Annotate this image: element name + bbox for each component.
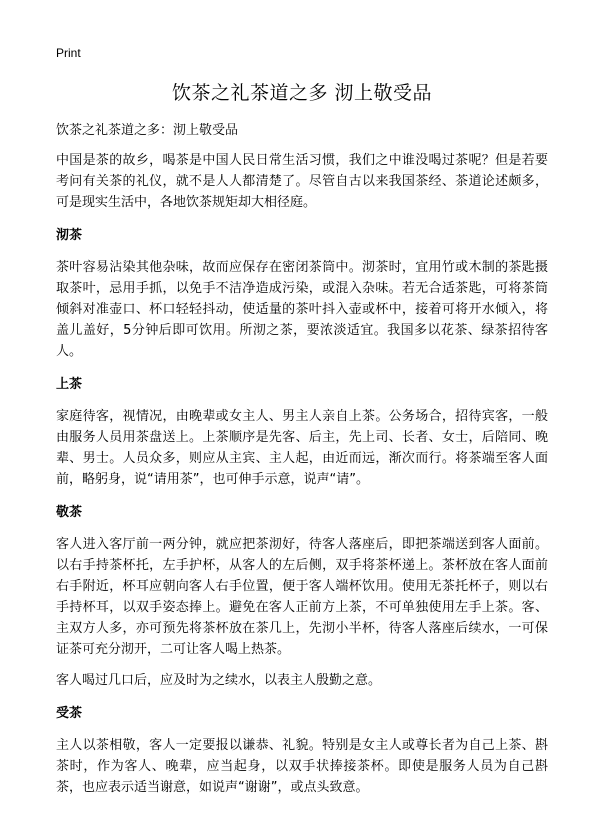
section-heading-offering: 敬茶 <box>56 505 83 520</box>
article-title: 饮茶之礼茶道之多 沏上敬受品 <box>171 82 433 104</box>
section-paragraph-offering-2: 客人喝过几口后，应及时为之续水，以表主人殷勤之意。 <box>56 673 382 688</box>
section-heading-serving: 上茶 <box>56 377 83 392</box>
article-body <box>56 120 548 808</box>
intro-paragraph: 中国是茶的故乡，喝茶是中国人民日常生活习惯，我们之中谁没喝过茶呢？但是若要考问有关茶的礼仪，就不是人人都清楚了。尽管自古以来我国茶经、茶道论述颇多，可是现实生活中，各地饮茶规矩却大相径庭。 <box>56 153 548 210</box>
print-link[interactable]: Print <box>56 46 81 60</box>
section-heading-receiving: 受茶 <box>56 706 83 721</box>
section-paragraph-brewing: 茶叶容易沾染其他杂味，故而应保存在密闭茶筒中。沏茶时，宜用竹或木制的茶匙摄取茶叶，忌用手抓，以免手不洁净造成污染，或混入杂味。若无合适茶匙，可将茶筒倾斜对准壶口、杯口轻轻抖动，使适量的茶叶抖入壶或杯中，接着可将开水倾入，将盖儿盖好，5分钟后即可饮用。所沏之茶，要浓淡适宜。我国多以花茶、绿茶招待客人。 <box>56 260 548 359</box>
section-paragraph-receiving: 主人以茶相敬，客人一定要报以谦恭、礼貌。特别是女主人或尊长者为自己上茶、斟茶时，作为客人、晚辈，应当起身，以双手状捧接茶杯。即使是服务人员为自己斟茶，也应表示适当谢意，如说声“谢谢”，或点头致意。 <box>56 738 548 795</box>
section-paragraph-serving: 家庭待客，视情况，由晚辈或女主人、男主人亲自上茶。公务场合，招待宾客，一般由服务人员用茶盘送上。上茶顺序是先客、后主，先上司、长者、女士，后陪同、晚辈、男士。人员众多，则应从主宾、主人起，由近而远，渐次而行。将茶端至客人面前，略躬身，说“请用茶”，也可伸手示意，说声“请”。 <box>56 409 548 487</box>
section-paragraph-offering-1: 客人进入客厅前一两分钟，就应把茶沏好，待客人落座后，即把茶端送到客人面前。以右手持茶杯托，左手护杯，从客人的左后侧，双手将茶杯递上。茶杯放在客人面前右手附近，杯耳应朝向客人右手位置，便于客人端杯饮用。使用无茶托杯子，则以右手持杯耳，以双手姿态捧上。避免在客人正前方上茶，不可单独使用左手上茶。客、主双方人多，亦可预先将茶杯放在茶几上，先沏小半杯，待客人落座后续水，一可保证茶可充分沏开，二可让客人喝上热茶。 <box>56 537 548 657</box>
section-heading-brewing: 沏茶 <box>56 228 83 243</box>
article-subtitle: 饮茶之礼茶道之多：沏上敬受品 <box>56 123 239 138</box>
